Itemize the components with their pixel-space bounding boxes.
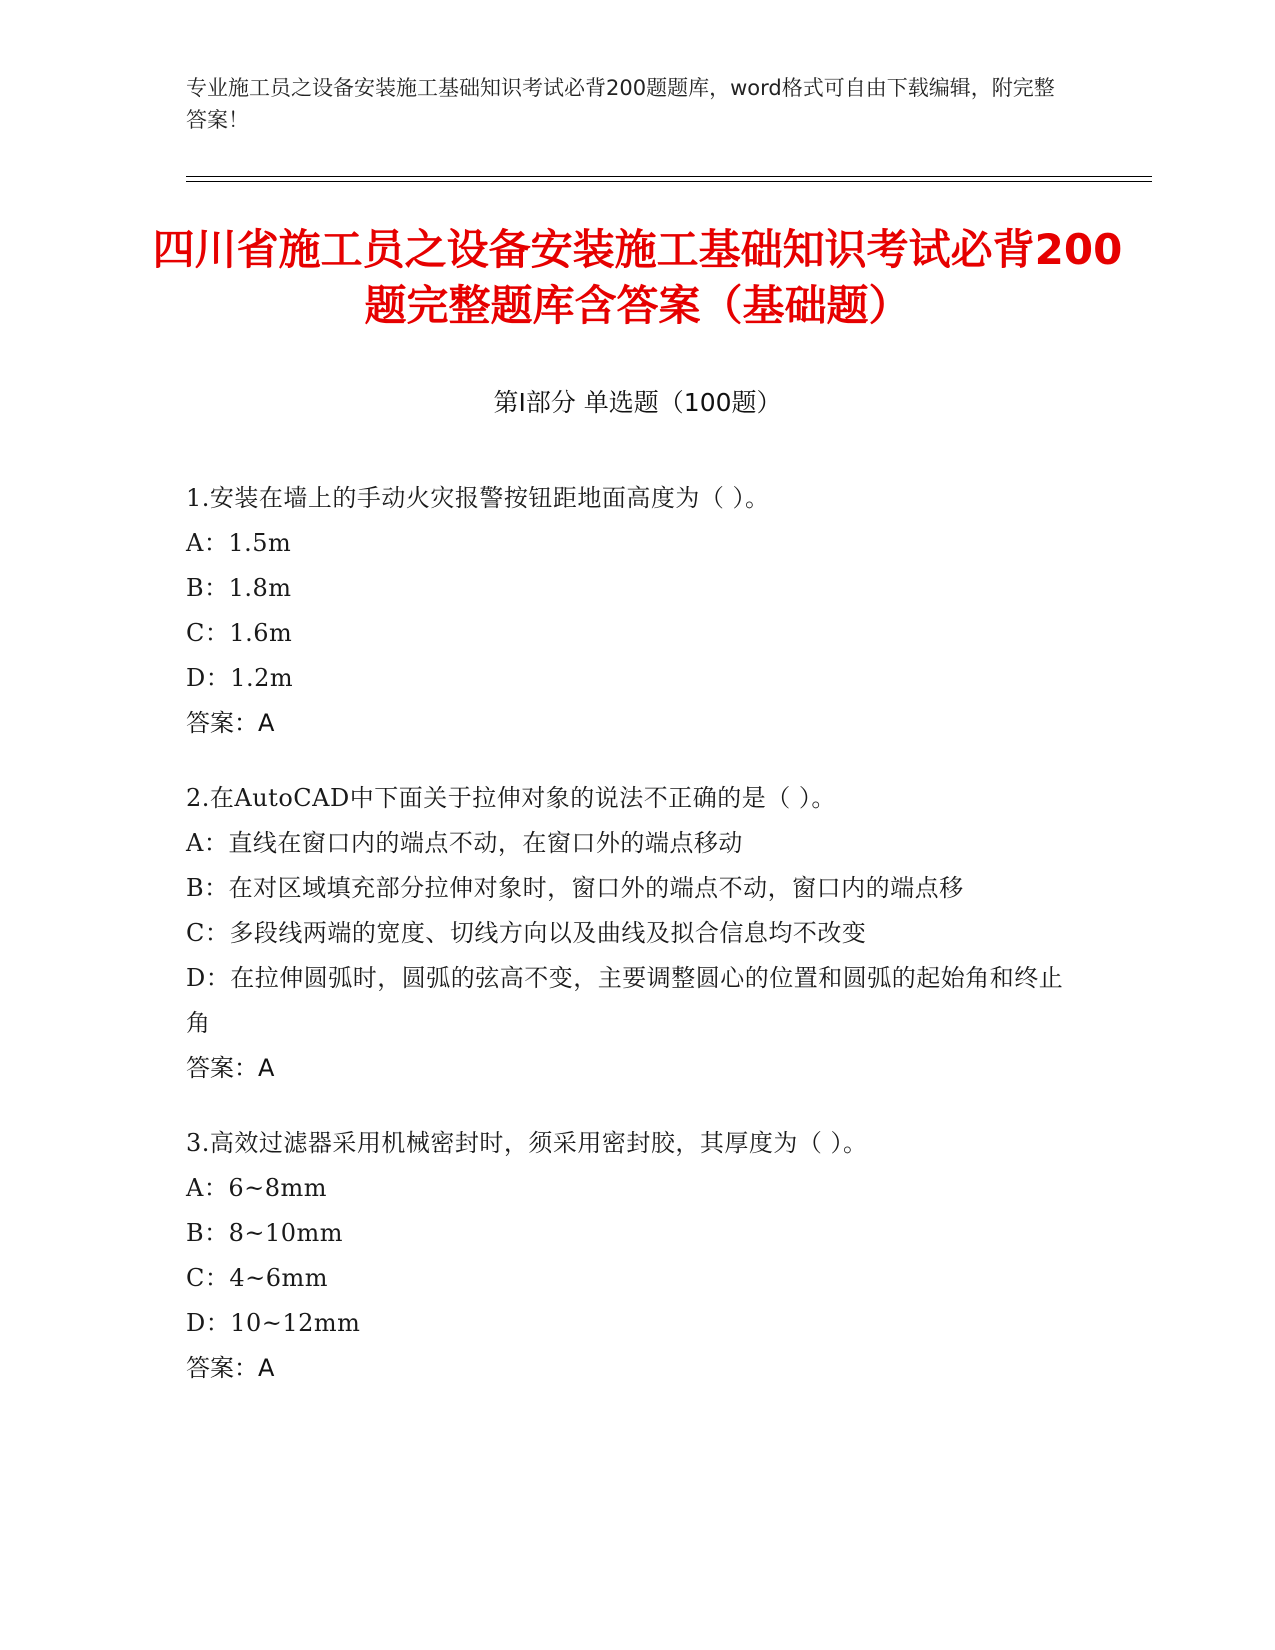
header-divider-top (186, 176, 1152, 177)
option-c: C：多段线两端的宽度、切线方向以及曲线及拟合信息均不改变 (186, 919, 867, 947)
question-list (186, 476, 1066, 1421)
answer: 答案：A (186, 1054, 275, 1082)
question-2 (186, 776, 1066, 1091)
option-c: C：4~6mm (186, 1264, 329, 1292)
option-c: C：1.6m (186, 619, 293, 647)
question-stem: 3.高效过滤器采用机械密封时，须采用密封胶，其厚度为（ ）。 (186, 1129, 868, 1157)
option-b: B：1.8m (186, 574, 292, 602)
section-title: 第Ⅰ部分 单选题（100题） (493, 388, 782, 417)
header-note: 专业施工员之设备安装施工基础知识考试必背200题题库，word格式可自由下载编辑，附完整答案！ (186, 76, 1055, 132)
question-3 (186, 1121, 1066, 1391)
option-a: A：6~8mm (186, 1174, 327, 1202)
option-b: B：8~10mm (186, 1219, 344, 1247)
question-stem: 1.安装在墙上的手动火灾报警按钮距地面高度为（ ）。 (186, 484, 770, 512)
document-title: 四川省施工员之设备安装施工基础知识考试必背200题完整题库含答案（基础题） (152, 225, 1123, 330)
option-b: B：在对区域填充部分拉伸对象时，窗口外的端点不动，窗口内的端点移 (186, 874, 964, 902)
option-d: D：10~12mm (186, 1309, 361, 1337)
question-1 (186, 476, 1066, 746)
option-a: A：1.5m (186, 529, 292, 557)
option-a: A：直线在窗口内的端点不动，在窗口外的端点移动 (186, 829, 743, 857)
answer: 答案：A (186, 1354, 275, 1382)
answer: 答案：A (186, 709, 275, 737)
option-d: D：在拉伸圆弧时，圆弧的弦高不变，主要调整圆心的位置和圆弧的起始角和终止角 (186, 964, 1064, 1037)
option-d: D：1.2m (186, 664, 294, 692)
question-stem: 2.在AutoCAD中下面关于拉伸对象的说法不正确的是（ ）。 (186, 784, 836, 812)
header-divider-bottom (186, 181, 1152, 182)
